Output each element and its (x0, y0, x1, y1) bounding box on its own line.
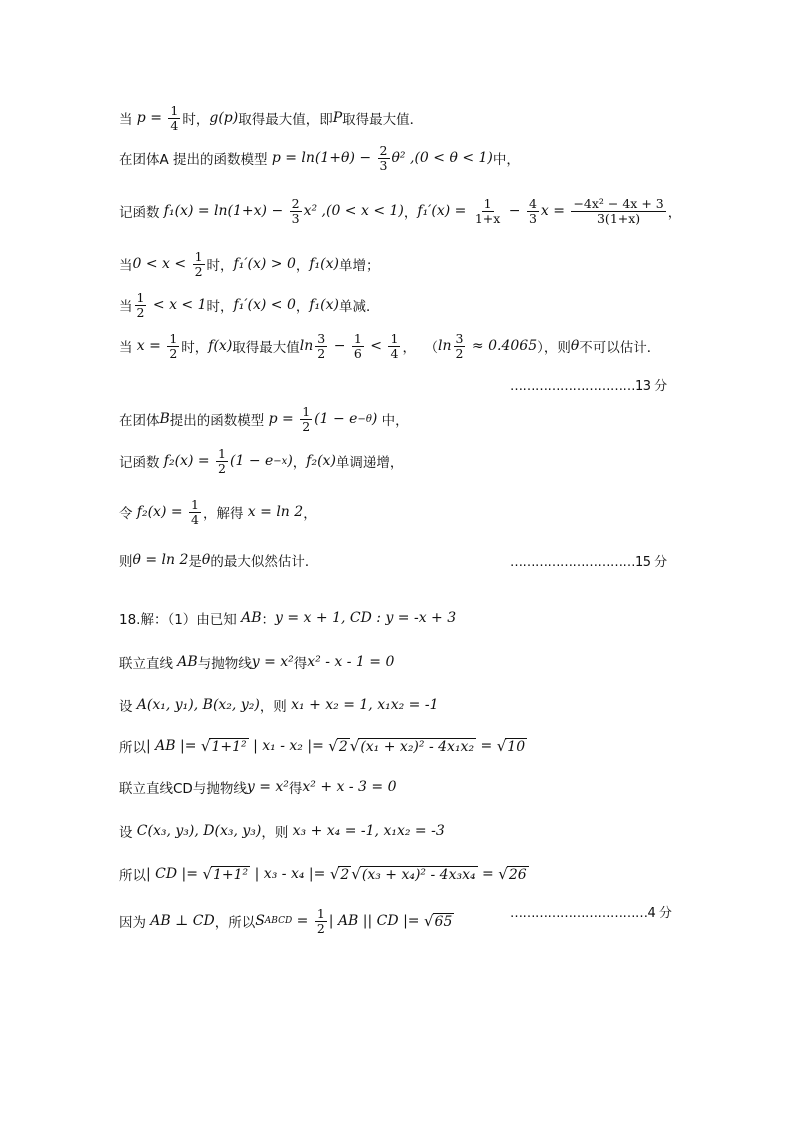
math-run: | AB |= (146, 738, 201, 754)
text-run: ： (261, 612, 276, 628)
line-10 (119, 603, 456, 633)
fraction (378, 144, 390, 173)
line-1 (119, 143, 520, 173)
math-run: x = ln 2 (247, 504, 304, 520)
math-run: f₁(x) = ln(1+x) − (163, 203, 288, 219)
math-run: p (136, 110, 146, 126)
text-run: 取得最大值 (232, 340, 300, 356)
fraction-numerator: 1 (353, 330, 362, 346)
square-root (201, 737, 249, 755)
math-run: f₂(x) = (163, 453, 215, 469)
text-run: 则 (119, 554, 133, 570)
math-run: − (504, 203, 525, 219)
text-run: 中， (492, 152, 520, 168)
text-run: ， (303, 506, 317, 522)
text-run: ， (403, 205, 418, 221)
fraction-denominator: 2 (316, 920, 325, 936)
text-run: 得 (293, 656, 308, 672)
math-run: (1 − e (230, 453, 274, 469)
math-run: x = (540, 203, 570, 219)
text-run: 不可以估计． (579, 340, 661, 356)
fraction (571, 197, 665, 226)
text-run: 在团体A 提出的函数模型 (119, 152, 272, 168)
fraction (473, 197, 502, 226)
math-run: B (159, 411, 170, 427)
math-run: x² + x - 3 = 0 (302, 779, 397, 795)
radical-sign: √ (351, 865, 361, 883)
fraction-numerator: 1 (218, 445, 226, 461)
radicand: (x₁ + x₂)² - 4x₁x₂ (360, 739, 475, 755)
math-run: | x₁ - x₂ |= (248, 738, 329, 754)
radical-sign: √ (202, 865, 213, 883)
square-root (498, 865, 528, 883)
text-run: 时， (206, 299, 234, 315)
fraction-numerator: 1 (483, 195, 492, 211)
math-run: f₁(x) (309, 297, 339, 313)
radicand: (x₃ + x₄)² - 4x₃x₄ (361, 867, 476, 883)
radical-sign: √ (498, 865, 508, 883)
fraction (300, 405, 312, 434)
math-run: f₂(x) (306, 453, 336, 469)
fraction (167, 332, 179, 361)
fraction-denominator: 3 (528, 210, 537, 226)
math-run: f₂(x) = (136, 504, 188, 520)
radicand: 26 (508, 867, 527, 883)
line-8 (119, 497, 317, 527)
math-run: A(x₁, y₁), B(x₂, y₂) (136, 697, 260, 713)
fraction-denominator: 1+x (474, 210, 501, 226)
fraction (135, 291, 147, 320)
radicand: 65 (434, 914, 453, 930)
math-run: f₁′(x) < 0 (233, 297, 296, 313)
line-2 (119, 196, 681, 226)
math-run: g(p) (209, 110, 239, 126)
text-run: ，则 (261, 825, 293, 841)
radicand: 1+1² (211, 739, 247, 755)
math-run: ) (287, 453, 293, 469)
fraction-denominator: 2 (317, 345, 326, 361)
line-0 (119, 103, 423, 133)
radical-sign: √ (329, 865, 340, 883)
text-run: 设 (119, 699, 137, 715)
fraction-numerator: 1 (191, 496, 199, 512)
line-4 (119, 290, 380, 320)
text-run: 是 (188, 554, 202, 570)
math-run: ) (371, 411, 378, 427)
math-run: θ (570, 338, 580, 354)
math-run: −θ (357, 413, 372, 425)
math-run: AB (177, 654, 198, 670)
fraction (388, 332, 400, 361)
text-run: 当 (119, 258, 133, 274)
math-run: θ² ,(0 < θ < 1) (391, 150, 493, 166)
fraction-denominator: 4 (390, 345, 399, 361)
text-run: 所以 (119, 868, 146, 884)
fraction (193, 250, 205, 279)
fraction (290, 197, 302, 226)
math-run: x² - x - 1 = 0 (307, 654, 395, 670)
line-6 (119, 404, 409, 434)
line-5 (119, 331, 660, 361)
fraction (527, 197, 539, 226)
text-run: ， (295, 258, 310, 274)
math-run: ABCD (264, 916, 293, 926)
line-11 (119, 647, 394, 677)
fraction-numerator: 2 (379, 142, 388, 158)
fraction-denominator: 2 (136, 304, 145, 320)
square-root (424, 912, 454, 930)
text-run: 设 (119, 825, 137, 841)
text-run: 记函数 (119, 205, 164, 221)
text-run: 提出的函数模型 (169, 413, 269, 429)
math-run: f(x) (208, 338, 233, 354)
math-run: f₁(x) (309, 256, 339, 272)
math-run: y = x + 1, CD : y = -x + 3 (275, 610, 457, 626)
math-run: = (292, 913, 313, 929)
fraction-denominator: 4 (170, 117, 179, 133)
text-run: 单增； (339, 258, 380, 274)
math-run: < (365, 338, 387, 354)
math-run: ln (299, 338, 314, 354)
math-run: p = ln(1+θ) − (271, 150, 376, 166)
math-run: f₁′(x) = (417, 203, 471, 219)
text-run: 中， (377, 413, 409, 429)
text-run: 的最大似然估计． (210, 554, 319, 570)
text-run: 取得最大值． (342, 112, 424, 128)
fraction-denominator: 2 (169, 345, 178, 361)
fraction-numerator: 3 (317, 330, 326, 346)
fraction-numerator: 1 (302, 403, 311, 419)
math-run: − (329, 338, 350, 354)
math-run: AB (241, 610, 262, 626)
text-run: ），则 (537, 340, 571, 356)
text-run: 时， (206, 258, 234, 274)
math-run: < x < 1 (148, 297, 207, 313)
square-root (497, 737, 527, 755)
text-run: 令 (119, 506, 137, 522)
math-run: −x (273, 455, 288, 467)
text-run: ， (667, 205, 682, 221)
text-run: ， （ (402, 340, 439, 356)
math-run: | AB || CD |= (328, 913, 424, 929)
text-run: 时， (182, 112, 210, 128)
square-root (330, 865, 351, 883)
radicand: 2 (340, 867, 350, 883)
text-run: 取得最大值，即 (238, 112, 333, 128)
fraction (352, 332, 364, 361)
fraction-numerator: 1 (316, 905, 325, 921)
line-3 (119, 249, 380, 279)
text-run: 记函数 (119, 455, 164, 471)
text-run: 与抛物线 (197, 656, 252, 672)
radical-sign: √ (200, 737, 211, 755)
fraction-numerator: 2 (291, 195, 300, 211)
text-run: 单减． (339, 299, 380, 315)
radical-sign: √ (423, 912, 434, 930)
text-run: 所以 (119, 740, 146, 756)
math-run: ≈ 0.4065 (467, 338, 538, 354)
text-run: 联立直线CD与抛物线 (119, 781, 247, 797)
line-16 (119, 859, 529, 889)
math-run: = (477, 866, 499, 882)
math-run: S (255, 913, 265, 929)
square-root (328, 737, 349, 755)
fraction-denominator: 6 (353, 345, 362, 361)
fraction-denominator: 2 (455, 345, 464, 361)
math-run: x = (136, 338, 166, 354)
math-run: y = x² (251, 654, 294, 670)
text-run: 单调递增， (335, 455, 404, 471)
math-run: x₁ + x₂ = 1, x₁x₂ = -1 (291, 697, 439, 713)
fraction-numerator: 4 (528, 195, 537, 211)
line-7 (119, 446, 403, 476)
fraction (189, 498, 201, 527)
fraction-numerator: 1 (194, 248, 203, 264)
math-run: p = (268, 411, 299, 427)
text-run: ，则 (259, 699, 292, 715)
fraction-numerator: 1 (390, 330, 399, 346)
fraction-numerator: −4x² − 4x + 3 (573, 195, 664, 211)
math-run: y = x² (246, 779, 289, 795)
radicand: 2 (338, 739, 348, 755)
fraction-numerator: 1 (136, 289, 145, 305)
line-12 (119, 690, 438, 720)
score-13: …………………………13 分 (510, 379, 667, 394)
math-run: x² ,(0 < x < 1) (303, 203, 404, 219)
fraction-denominator: 4 (191, 511, 199, 527)
radical-sign: √ (496, 737, 507, 755)
fraction-denominator: 3 (379, 157, 388, 173)
text-run: 在团体 (119, 413, 160, 429)
text-run: 18.解：（1）由已知 (119, 612, 242, 628)
text-run: 联立直线 (119, 656, 178, 672)
fraction-denominator: 3 (291, 210, 300, 226)
fraction-denominator: 2 (218, 460, 226, 476)
fraction (315, 907, 327, 936)
fraction-numerator: 3 (455, 330, 464, 346)
math-run: | x₃ - x₄ |= (250, 866, 330, 882)
text-run: 当 (119, 299, 133, 315)
fraction (315, 332, 327, 361)
radical-sign: √ (328, 737, 338, 755)
math-run: 0 < x < (132, 256, 191, 272)
square-root (351, 865, 477, 883)
fraction (454, 332, 466, 361)
text-run: ，所以 (214, 915, 256, 931)
math-run: | CD |= (146, 866, 203, 882)
fraction-numerator: 1 (169, 330, 178, 346)
radical-sign: √ (349, 737, 360, 755)
fraction-denominator: 2 (302, 418, 311, 434)
score-4: ……………………………4 分 (510, 906, 672, 921)
fraction-numerator: 1 (170, 102, 179, 118)
text-run: 得 (288, 781, 303, 797)
text-run: 时， (181, 340, 209, 356)
fraction (216, 447, 228, 476)
line-14 (119, 772, 397, 802)
math-run: (1 − e (314, 411, 358, 427)
fraction-denominator: 3(1+x) (596, 210, 641, 226)
math-run: θ = ln 2 (132, 552, 189, 568)
text-run: 因为 (119, 915, 151, 931)
square-root (202, 865, 250, 883)
square-root (350, 737, 476, 755)
line-17 (119, 906, 454, 936)
text-run: ，解得 (203, 506, 248, 522)
math-run: = (145, 110, 167, 126)
radicand: 1+1² (213, 867, 249, 883)
math-run: ln (438, 338, 452, 354)
math-run: = (476, 738, 497, 754)
text-run: 当 (119, 112, 137, 128)
line-13 (119, 731, 527, 761)
math-run: AB ⊥ CD (150, 913, 215, 929)
fraction (168, 104, 180, 133)
math-run: θ (201, 552, 211, 568)
math-run: P (332, 110, 343, 126)
line-9 (119, 545, 318, 575)
text-run: ， (295, 299, 310, 315)
math-run: f₁′(x) > 0 (233, 256, 296, 272)
score-15: …………………………15 分 (510, 555, 667, 570)
fraction-denominator: 2 (194, 263, 203, 279)
text-run: 当 (119, 340, 137, 356)
math-run: C(x₃, y₃), D(x₃, y₃) (136, 823, 262, 839)
text-run: ， (292, 455, 307, 471)
math-run: x₃ + x₄ = -1, x₁x₂ = -3 (292, 823, 445, 839)
line-15 (119, 816, 445, 846)
radicand: 10 (507, 739, 526, 755)
